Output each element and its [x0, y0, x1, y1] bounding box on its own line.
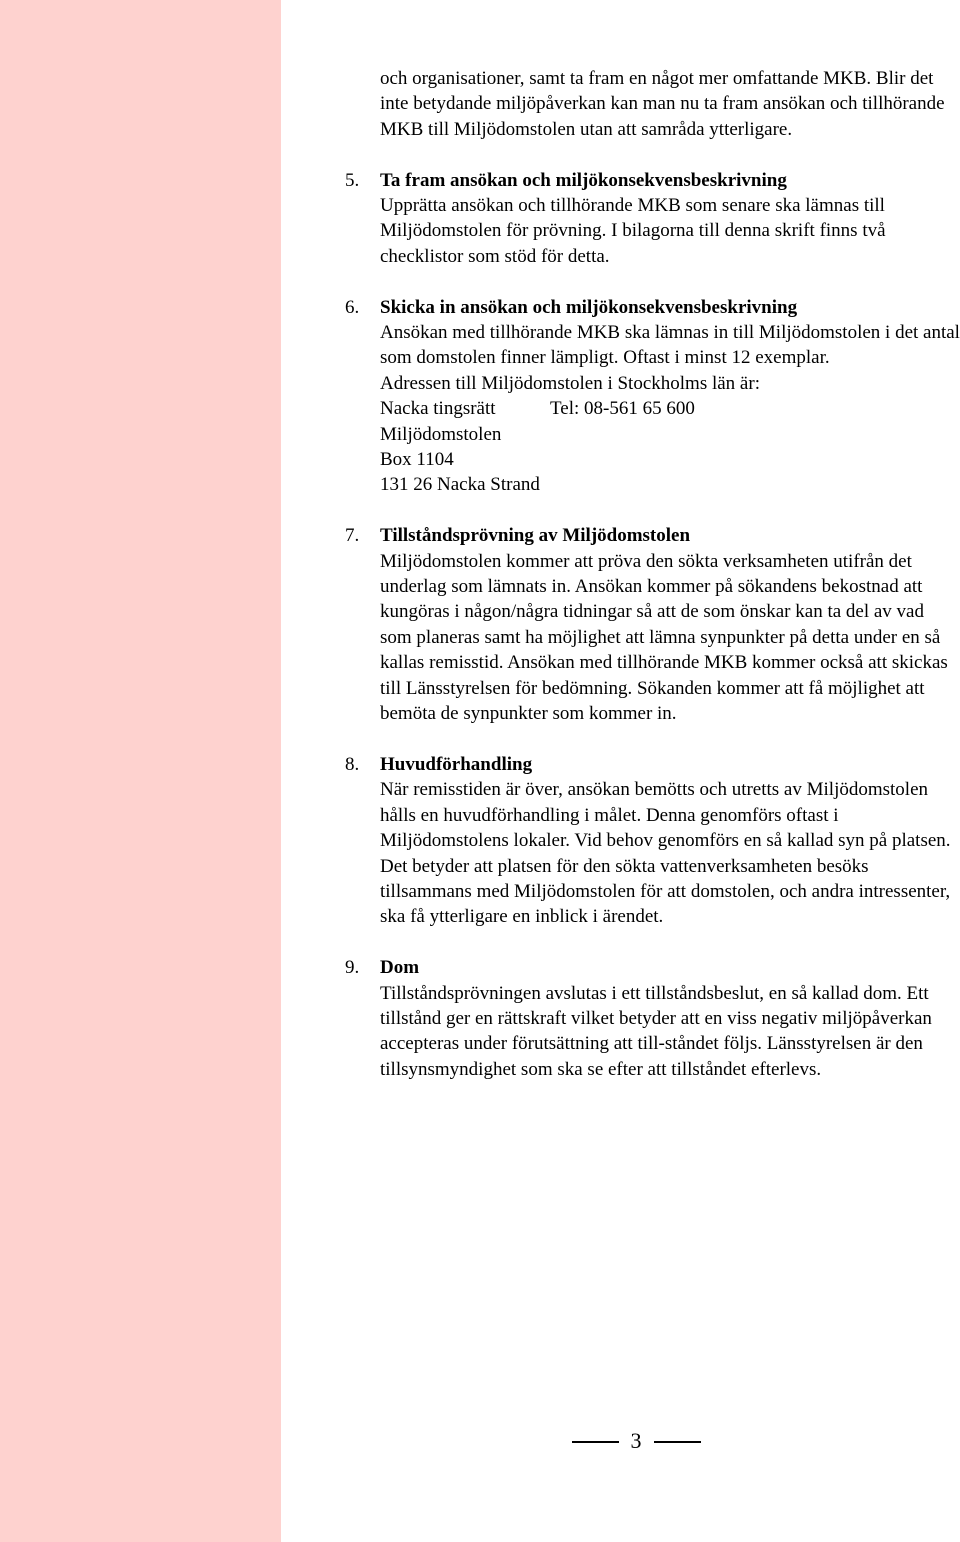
- section-number: 9.: [345, 957, 360, 979]
- section-body: Upprätta ansökan och tillhörande MKB som senare ska lämnas till Miljödomstolen för prövning. I bilagorna till denna skrift finns två checklistor som stöd för detta.: [380, 195, 886, 267]
- footer-rule-right: [654, 1441, 701, 1443]
- address-phone: Tel: 08-561 65 600: [550, 398, 695, 420]
- address-name: Miljödomstolen: [380, 423, 502, 445]
- page-number: 3: [630, 1428, 642, 1453]
- section-number: 6.: [345, 296, 360, 318]
- intro-paragraph: och organisationer, samt ta fram en något mer omfattande MKB. Blir det inte betydande miljöpåverkan kan man nu ta fram ansökan och tillhörande MKB till Miljödomstolen utan att samråda ytterligare.: [380, 68, 945, 140]
- side-band: [0, 0, 281, 1542]
- section-number: 7.: [345, 525, 360, 547]
- section-number: 5.: [345, 169, 360, 191]
- footer-rule-left: [572, 1441, 619, 1443]
- section-6: [345, 295, 960, 498]
- section-5: [345, 168, 960, 270]
- section-heading: Huvudförhandling: [380, 753, 533, 775]
- section-heading: Tillståndsprövning av Miljödomstolen: [380, 525, 691, 547]
- address-intro: Adressen till Miljödomstolen i Stockholms län är:: [380, 372, 760, 394]
- address-city: 131 26 Nacka Strand: [380, 474, 540, 496]
- address-box: Box 1104: [380, 449, 454, 471]
- section-heading: Skicka in ansökan och miljökonsekvensbeskrivning: [380, 296, 798, 318]
- address-court-row: [380, 396, 960, 421]
- section-number: 8.: [345, 753, 360, 775]
- address-court: Nacka tingsrätt: [380, 398, 496, 420]
- document-body: [345, 66, 960, 1082]
- section-body: Tillståndsprövningen avslutas i ett tillståndsbeslut, en så kallad dom. Ett tillstånd ger en rättskraft vilket betyder att en viss negativ miljöpåverkan accepteras under förutsättning att till-ståndet följs. Länsstyrelsen är den tillsynsmyndighet som ska se efter att tillståndet efterlevs.: [380, 982, 932, 1080]
- section-body: Miljödomstolen kommer att pröva den sökta verksamheten utifrån det underlag som lämnats in. Ansökan kommer på sökandens bekostnad att kungöras i någon/några tidningar så att de som önskar kan ta del av vad som planeras samt ha möjlighet att lämna synpunkter på detta under en så kallas remisstid. Ansökan med tillhörande MKB kommer också att skickas till Länsstyrelsen för bedömning. Sökanden kommer att få möjlighet att bemöta de synpunkter som kommer in.: [380, 550, 948, 725]
- section-7: [345, 523, 960, 726]
- section-9: [345, 955, 960, 1082]
- section-body: Ansökan med tillhörande MKB ska lämnas in till Miljödomstolen i det antal som domstolen finner lämpligt. Oftast i minst 12 exemplar.: [380, 322, 960, 369]
- section-heading: Dom: [380, 957, 420, 979]
- page-footer: [0, 1427, 960, 1455]
- section-body: När remisstiden är över, ansökan bemötts och utretts av Miljödomstolen hålls en huvudförhandling i målet. Denna genomförs oftast i Miljödomstolens lokaler. Vid behov genomförs en så kallad syn på platsen. Det betyder att platsen för den sökta vattenverksamheten besöks tillsammans med Miljödomstolen för att domstolen, och andra intressenter, ska få ytterligare en inblick i ärendet.: [380, 779, 951, 928]
- section-heading: Ta fram ansökan och miljökonsekvensbeskrivning: [380, 169, 787, 191]
- court-address: [380, 371, 960, 498]
- section-8: [345, 752, 960, 930]
